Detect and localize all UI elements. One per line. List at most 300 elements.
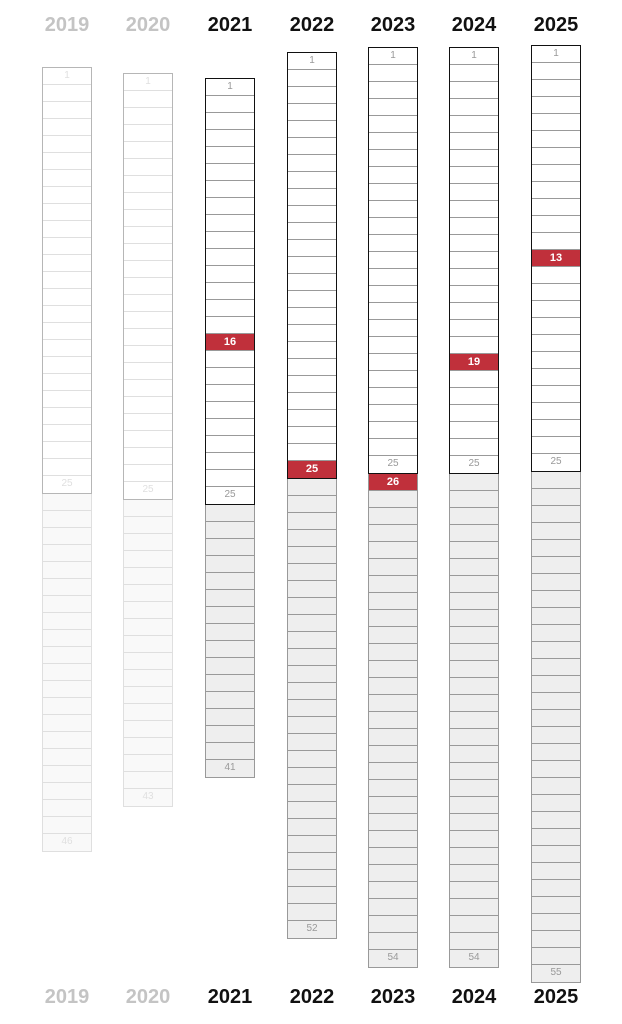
rank-cell (288, 853, 336, 870)
rank-cell (206, 266, 254, 283)
rank-cell (43, 766, 91, 783)
rank-cell (288, 172, 336, 189)
rank-cell (43, 630, 91, 647)
rank-cell (450, 542, 498, 559)
rank-cell (288, 291, 336, 308)
rank-cell (369, 746, 417, 763)
rank-cell (450, 916, 498, 933)
rank-label-cell: 1 (124, 74, 172, 91)
rank-cell (43, 681, 91, 698)
rank-cell (206, 641, 254, 658)
rank-cell (288, 581, 336, 598)
rank-cell (450, 508, 498, 525)
rank-cell (450, 763, 498, 780)
rank-label-cell: 41 (224, 762, 236, 773)
year-label-bottom: 2024 (451, 986, 497, 1008)
year-label-top: 2019 (44, 14, 90, 36)
rank-cell (288, 598, 336, 615)
rank-cell (369, 439, 417, 456)
rank-label-cell: 1 (43, 68, 91, 85)
rank-cell (369, 235, 417, 252)
rank-cell (369, 65, 417, 82)
rank-cell (450, 491, 498, 508)
rank-cell (288, 274, 336, 291)
rank-cell (532, 761, 580, 778)
rank-cell (532, 80, 580, 97)
rank-cell (450, 252, 498, 269)
rank-cell (206, 232, 254, 249)
rank-cell (288, 223, 336, 240)
rank-cell (206, 607, 254, 624)
rank-cell (532, 676, 580, 693)
rank-cell (124, 193, 172, 210)
rank-label-cell: 25 (61, 478, 73, 489)
rank-cell (288, 121, 336, 138)
rank-cell (206, 436, 254, 453)
rank-cell (124, 244, 172, 261)
rank-cell (532, 63, 580, 80)
rank-cell (124, 738, 172, 755)
rank-cell (369, 610, 417, 627)
column-upper-block (123, 73, 173, 500)
rank-cell (450, 235, 498, 252)
rank-cell (450, 559, 498, 576)
rank-cell (369, 388, 417, 405)
rank-cell (369, 116, 417, 133)
rank-cell (450, 780, 498, 797)
column-upper-block (531, 45, 581, 472)
rank-cell (43, 596, 91, 613)
rank-cell (450, 218, 498, 235)
year-label-bottom: 2020 (125, 986, 171, 1008)
column-upper-block (368, 47, 418, 474)
rank-cell (450, 320, 498, 337)
rank-cell (43, 204, 91, 221)
rank-cell (369, 371, 417, 388)
rank-cell (124, 431, 172, 448)
rank-cell (43, 783, 91, 800)
column-upper-block (42, 67, 92, 494)
rank-cell (532, 846, 580, 863)
rank-cell (369, 354, 417, 371)
rank-cell (206, 300, 254, 317)
rank-cell (206, 198, 254, 215)
rank-cell (124, 210, 172, 227)
rank-cell (43, 562, 91, 579)
rank-cell (124, 585, 172, 602)
rank-cell (288, 734, 336, 751)
rank-cell (124, 465, 172, 482)
rank-cell (124, 721, 172, 738)
rank-cell (43, 272, 91, 289)
rank-cell (43, 545, 91, 562)
rank-cell (288, 104, 336, 121)
rank-cell (288, 138, 336, 155)
rank-cell (124, 704, 172, 721)
rank-cell (450, 269, 498, 286)
rank-cell (369, 337, 417, 354)
rank-cell (124, 500, 172, 517)
rank-cell (450, 882, 498, 899)
rank-cell (43, 817, 91, 834)
rank-cell (124, 108, 172, 125)
rank-cell (369, 303, 417, 320)
rank-cell (206, 317, 254, 334)
rank-cell (124, 278, 172, 295)
rank-cell (206, 385, 254, 402)
rank-cell (288, 479, 336, 496)
year-label-bottom: 2022 (289, 986, 335, 1008)
rank-cell (532, 301, 580, 318)
rank-cell (288, 836, 336, 853)
rank-cell (206, 453, 254, 470)
rank-cell (124, 176, 172, 193)
year-label-top: 2025 (533, 14, 579, 36)
rank-cell (124, 227, 172, 244)
rank-cell (532, 386, 580, 403)
rank-cell (450, 695, 498, 712)
rank-cell (532, 233, 580, 250)
rank-cell (206, 539, 254, 556)
rank-cell (532, 880, 580, 897)
rank-cell (124, 636, 172, 653)
rank-cell (532, 829, 580, 846)
rank-cell (532, 182, 580, 199)
rank-cell (369, 678, 417, 695)
rank-cell (43, 408, 91, 425)
highlight-rank-cell: 26 (369, 474, 417, 491)
rank-cell (288, 819, 336, 836)
rank-cell (450, 746, 498, 763)
rank-cell (206, 505, 254, 522)
rank-label-cell: 52 (306, 923, 318, 934)
rank-cell (532, 693, 580, 710)
rank-cell (206, 573, 254, 590)
rank-cell (288, 342, 336, 359)
rank-cell (532, 131, 580, 148)
rank-cell (206, 624, 254, 641)
column-lower-block (368, 474, 418, 968)
rank-cell (450, 150, 498, 167)
column-lower-block (531, 472, 581, 983)
rank-cell (450, 201, 498, 218)
rank-cell (532, 437, 580, 454)
rank-cell (288, 649, 336, 666)
rank-cell (206, 692, 254, 709)
rank-cell (369, 201, 417, 218)
rank-cell (369, 405, 417, 422)
rank-cell (369, 712, 417, 729)
rank-cell (43, 391, 91, 408)
highlight-rank-cell: 25 (288, 461, 336, 478)
rank-label-cell: 25 (224, 489, 236, 500)
rank-cell (206, 215, 254, 232)
rank-cell (124, 261, 172, 278)
rank-cell (43, 306, 91, 323)
rank-cell (369, 167, 417, 184)
rank-cell (206, 130, 254, 147)
rank-label-cell: 55 (550, 967, 562, 978)
rank-cell (288, 155, 336, 172)
rank-cell (532, 165, 580, 182)
rank-cell (288, 410, 336, 427)
rank-cell (288, 376, 336, 393)
rank-cell (369, 252, 417, 269)
rank-cell (288, 700, 336, 717)
column-upper-block (287, 52, 337, 479)
rank-cell (450, 848, 498, 865)
rank-cell (43, 374, 91, 391)
rank-cell (532, 574, 580, 591)
rank-cell (124, 329, 172, 346)
rank-cell (450, 474, 498, 491)
rank-cell (369, 899, 417, 916)
rank-cell (369, 542, 417, 559)
rank-cell (288, 632, 336, 649)
rank-cell (124, 568, 172, 585)
rank-cell (369, 797, 417, 814)
rank-cell (288, 308, 336, 325)
rank-cell (124, 125, 172, 142)
rank-label-cell: 1 (288, 53, 336, 70)
rank-cell (532, 335, 580, 352)
rank-cell (450, 610, 498, 627)
rank-cell (43, 459, 91, 476)
rank-cell (450, 729, 498, 746)
rank-cell (124, 755, 172, 772)
rank-cell (43, 85, 91, 102)
year-label-top: 2023 (370, 14, 416, 36)
year-label-bottom: 2019 (44, 986, 90, 1008)
rank-cell (532, 744, 580, 761)
rank-cell (532, 148, 580, 165)
rank-label-cell: 1 (369, 48, 417, 65)
rank-cell (124, 602, 172, 619)
rank-cell (288, 717, 336, 734)
rank-cell (124, 414, 172, 431)
rank-cell (288, 802, 336, 819)
rank-cell (124, 295, 172, 312)
rank-cell (532, 608, 580, 625)
rank-cell (206, 743, 254, 760)
rank-cell (369, 865, 417, 882)
rank-cell (206, 726, 254, 743)
rank-cell (124, 346, 172, 363)
rank-cell (288, 785, 336, 802)
rank-cell (532, 812, 580, 829)
rank-cell (369, 933, 417, 950)
column-upper-block (205, 78, 255, 505)
rank-cell (450, 82, 498, 99)
rank-cell (369, 269, 417, 286)
rank-cell (206, 164, 254, 181)
rank-cell (450, 388, 498, 405)
rank-cell (450, 865, 498, 882)
rank-cell (532, 897, 580, 914)
rank-cell (288, 666, 336, 683)
column-lower-block (205, 505, 255, 778)
rank-cell (288, 240, 336, 257)
rank-cell (288, 513, 336, 530)
rank-cell (532, 659, 580, 676)
rank-cell (369, 627, 417, 644)
rank-cell (288, 547, 336, 564)
rank-cell (532, 710, 580, 727)
rank-cell (450, 899, 498, 916)
rank-cell (369, 780, 417, 797)
rank-cell (450, 627, 498, 644)
rank-cell (124, 687, 172, 704)
rank-cell (43, 664, 91, 681)
rank-cell (124, 653, 172, 670)
rank-cell (369, 491, 417, 508)
rank-cell (288, 564, 336, 581)
rank-cell (369, 218, 417, 235)
rank-cell (43, 119, 91, 136)
rank-cell (369, 576, 417, 593)
rank-cell (369, 508, 417, 525)
rank-cell (206, 470, 254, 487)
column-lower-block (287, 479, 337, 939)
rank-cell (532, 489, 580, 506)
rank-cell (369, 593, 417, 610)
rank-cell (532, 284, 580, 301)
rank-cell (369, 82, 417, 99)
rank-cell (288, 359, 336, 376)
rank-cell (288, 751, 336, 768)
rank-cell (450, 439, 498, 456)
rank-cell (288, 768, 336, 785)
rank-cell (532, 352, 580, 369)
rank-label-cell: 46 (61, 836, 73, 847)
rank-cell (450, 712, 498, 729)
rank-cell (288, 87, 336, 104)
rank-cell (532, 863, 580, 880)
rank-cell (43, 289, 91, 306)
rank-cell (124, 619, 172, 636)
rank-cell (450, 303, 498, 320)
rank-cell (450, 116, 498, 133)
rank-cell (206, 522, 254, 539)
rank-cell (124, 363, 172, 380)
year-label-top: 2021 (207, 14, 253, 36)
rank-cell (450, 678, 498, 695)
rank-cell (369, 763, 417, 780)
rank-label-cell: 1 (450, 48, 498, 65)
rank-cell (532, 267, 580, 284)
rank-cell (206, 368, 254, 385)
highlight-rank-cell: 19 (450, 354, 498, 371)
rank-cell (369, 184, 417, 201)
rank-cell (43, 136, 91, 153)
rank-cell (532, 523, 580, 540)
rank-cell (206, 113, 254, 130)
rank-cell (532, 403, 580, 420)
rank-cell (288, 257, 336, 274)
rank-cell (288, 887, 336, 904)
rank-cell (43, 698, 91, 715)
rank-cell (43, 255, 91, 272)
rank-cell (288, 683, 336, 700)
rank-cell (450, 405, 498, 422)
rank-cell (288, 70, 336, 87)
rank-cell (124, 312, 172, 329)
year-label-bottom: 2025 (533, 986, 579, 1008)
column-upper-block (449, 47, 499, 474)
rank-cell (124, 91, 172, 108)
column-lower-block (42, 494, 92, 852)
rank-cell (450, 814, 498, 831)
rank-cell (369, 882, 417, 899)
rank-cell (43, 323, 91, 340)
rank-cell (124, 517, 172, 534)
rank-cell (369, 422, 417, 439)
rank-cell (369, 286, 417, 303)
rank-cell (206, 590, 254, 607)
rank-cell (450, 933, 498, 950)
rank-cell (532, 727, 580, 744)
rank-cell (450, 831, 498, 848)
rank-cell (532, 199, 580, 216)
rank-label-cell: 25 (142, 484, 154, 495)
rank-cell (288, 325, 336, 342)
rank-cell (288, 206, 336, 223)
rank-cell (450, 644, 498, 661)
rank-cell (369, 848, 417, 865)
rank-cell (369, 133, 417, 150)
rank-cell (532, 472, 580, 489)
rank-cell (450, 525, 498, 542)
rank-cell (450, 184, 498, 201)
rank-cell (450, 576, 498, 593)
rank-label-cell: 25 (550, 456, 562, 467)
rank-cell (532, 557, 580, 574)
rank-cell (369, 150, 417, 167)
rank-cell (450, 422, 498, 439)
rank-cell (124, 534, 172, 551)
rank-cell (43, 170, 91, 187)
rank-cell (124, 380, 172, 397)
rank-cell (43, 511, 91, 528)
rank-cell (450, 337, 498, 354)
year-label-top: 2024 (451, 14, 497, 36)
rank-cell (288, 444, 336, 461)
rank-cell (532, 778, 580, 795)
rank-cell (288, 427, 336, 444)
rank-cell (532, 216, 580, 233)
rank-cell (206, 556, 254, 573)
rank-cell (206, 96, 254, 113)
rank-label-cell: 1 (532, 46, 580, 63)
rank-cell (532, 318, 580, 335)
rank-label-cell: 25 (387, 458, 399, 469)
rank-cell (43, 340, 91, 357)
rank-label-cell: 1 (206, 79, 254, 96)
rank-label-cell: 54 (387, 952, 399, 963)
rank-cell (206, 709, 254, 726)
rank-cell (124, 142, 172, 159)
rank-cell (532, 591, 580, 608)
rank-cell (206, 351, 254, 368)
rank-cell (450, 593, 498, 610)
rank-cell (206, 147, 254, 164)
rank-cell (450, 99, 498, 116)
rank-cell (43, 613, 91, 630)
rank-cell (43, 749, 91, 766)
rank-cell (43, 442, 91, 459)
rank-cell (43, 221, 91, 238)
rank-cell (532, 114, 580, 131)
